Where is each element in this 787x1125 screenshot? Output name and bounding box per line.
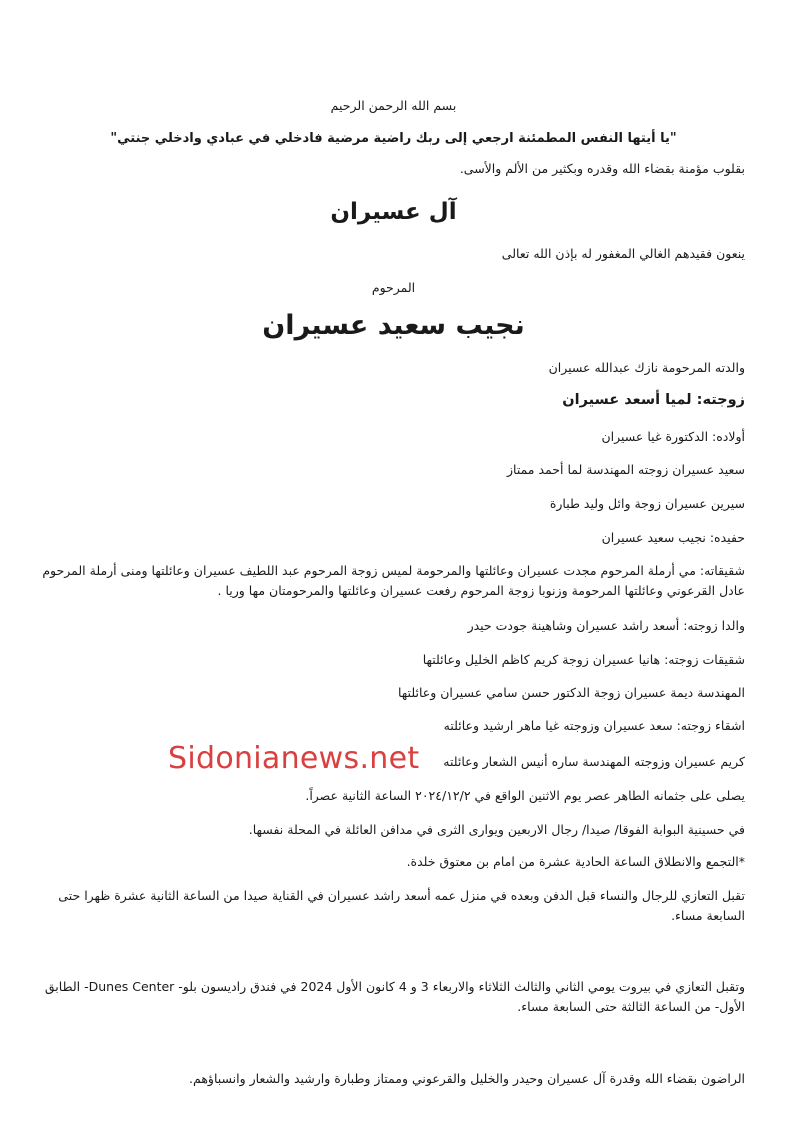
children-line-2: سعيد عسيران زوجته المهندسة لما أحمد ممتاز	[506, 462, 745, 477]
condolences-paragraph-2: وتقبل التعازي في بيروت يومي الثاني والثالث الثلاثاء والاربعاء 3 و 4 كانون الأول 2024 في فندق راديسون بلو- Dunes Center- الطابق الأول- من الساعة الثالثة حتى السابعة مساء.	[44, 979, 745, 1014]
wife-sisters-line-1: شقيقات زوجته: هانيا عسيران زوجة كريم كاظم الخليل وعائلتها	[422, 652, 745, 667]
basmala: بسم الله الرحمن الرحيم	[330, 98, 457, 113]
wife-brothers-line-2: كريم عسيران وزوجته المهندسة ساره أنيس الشعار وعائلته	[443, 754, 745, 769]
wife-parents-line: والدا زوجته: أسعد راشد عسيران وشاهينة جودت حيدر	[467, 618, 745, 633]
watermark-logo: Sidonianews.net	[168, 741, 420, 776]
deceased-name: نجيب سعيد عسيران	[262, 310, 525, 341]
gathering-line: *التجمع والانطلاق الساعة الحادية عشرة من امام بن معتوق خلدة.	[406, 854, 745, 869]
wife-line: زوجته: لميا أسعد عسيران	[562, 392, 745, 408]
grandson-line: حفيده: نجيب سعيد عسيران	[601, 530, 745, 545]
family-name: آل عسيران	[330, 199, 457, 225]
mother-line: والدته المرحومة نازك عبدالله عسيران	[548, 360, 745, 375]
prayer-line: يصلى على جثمانه الطاهر عصر يوم الاثنين الواقع في ٢٠٢٤/١٢/٢ الساعة الثانية عصراً.	[305, 788, 745, 803]
announcement-line: ينعون فقيدهم الغالي المغفور له بإذن الله تعالى	[501, 246, 745, 261]
wife-brothers-line-1: اشقاء زوجته: سعد عسيران وزوجته غيا ماهر ارشيد وعائلته	[443, 718, 745, 733]
children-line-1: أولاده: الدكتورة غيا عسيران	[601, 429, 745, 444]
late-label: المرحوم	[371, 280, 416, 295]
intro-line: بقلوب مؤمنة بقضاء الله وقدره وبكثير من الألم والأسى.	[459, 161, 745, 176]
burial-location-line: في حسينية البوابة الفوقا/ صيدا/ رجال الاربعين ويوارى الثرى في مدافن العائلة في المحلة نفسها.	[248, 822, 745, 837]
quran-verse: "يا أيتها النفس المطمئنة ارجعي إلى ربك راضية مرضية فادخلي في عبادي وادخلي جنتي"	[110, 131, 677, 146]
condolences-paragraph-1: تقبل التعازي للرجال والنساء قبل الدفن وبعده في منزل عمه أسعد راشد عسيران في القناية صيدا من الساعة الثانية عشرة ظهرا حتى السابعة مساء.	[58, 888, 745, 923]
children-line-3: سيرين عسيران زوجة وائل وليد طبارة	[549, 496, 745, 511]
closing-line: الراضون بقضاء الله وقدرة آل عسيران وحيدر والخليل والقرعوني وممتاز وطبارة وارشيد والشعار وانسباؤهم.	[189, 1071, 745, 1086]
sisters-paragraph: شقيقاته: مي أرملة المرحوم مجدت عسيران وعائلتها والمرحومة لميس زوجة المرحوم عبد اللطيف عسيران وعائلتها ومنى أرملة المرحوم عادل القرعوني وعائلتها المرحومة وزنوبا زوجة المرحوم رفعت عسيران وعائلتها والمرحومتان مها وريا .	[42, 563, 745, 598]
wife-sisters-line-2: المهندسة ديمة عسيران زوجة الدكتور حسن سامي عسيران وعائلتها	[397, 685, 745, 700]
